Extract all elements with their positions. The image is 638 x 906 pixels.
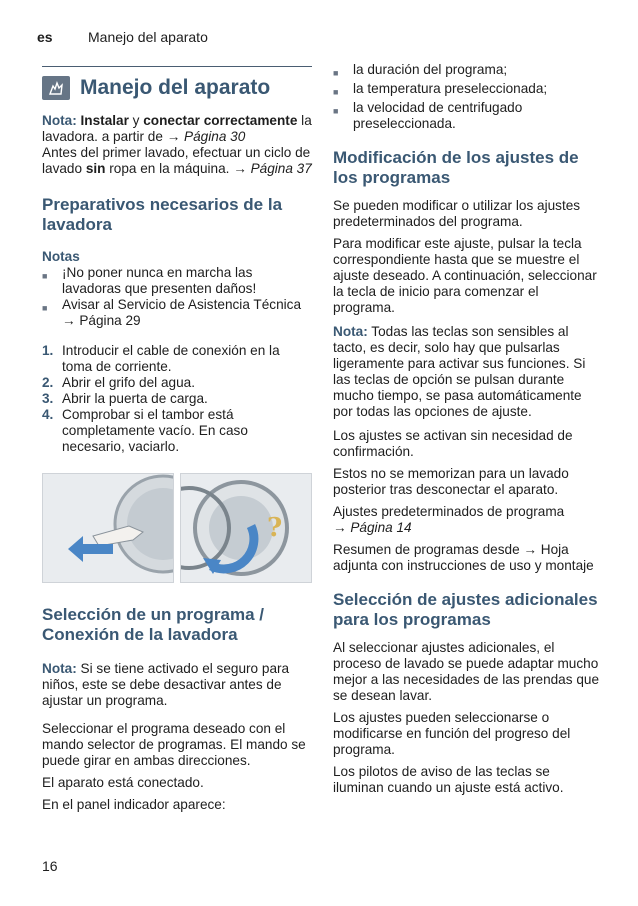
paragraph: Seleccionar el programa deseado con el mando selector de programas. El mando se puede girar en ambas direcciones.: [42, 721, 306, 768]
page-number: 16: [42, 858, 58, 874]
paragraph: Ajustes predeterminados de programa → Página 14: [333, 504, 565, 535]
hand-icon: [42, 76, 70, 100]
drum-check-illustration: [180, 473, 312, 583]
note-install: Nota: Instalar y conectar correctamente la lavadora. a partir de → Página 30 Antes del primer lavado, efectuar un ciclo de lavado sin ropa en la máquina. → Página 37: [42, 113, 312, 176]
additional-settings-heading: Selección de ajustes adicionales para los programas: [333, 590, 598, 629]
paragraph: Se pueden modificar o utilizar los ajustes predeterminados del programa.: [333, 198, 581, 229]
paragraph: Los ajustes se activan sin necesidad de confirmación.: [333, 428, 573, 459]
header-title: Manejo del aparato: [88, 29, 208, 45]
section-title: Manejo del aparato: [80, 76, 271, 99]
list-item: ■ la temperatura preseleccionada;: [333, 81, 548, 97]
paragraph: El aparato está conectado.: [42, 775, 204, 790]
door-open-illustration: [42, 473, 174, 583]
paragraph: Los ajustes pueden seleccionarse o modificarse en función del progreso del programa.: [333, 710, 571, 757]
list-item: ■ Avisar al Servicio de Asistencia Técnica → Página 29: [42, 297, 302, 328]
paragraph: En el panel indicador aparece:: [42, 797, 226, 812]
list-item: 2. Abrir el grifo del agua.: [42, 375, 195, 390]
header-language: es: [37, 29, 53, 45]
list-item: 1. Introducir el cable de conexión en la toma de corriente.: [42, 343, 280, 374]
selection-heading: Selección de un programa / Conexión de la lavadora: [42, 605, 265, 644]
modify-heading: Modificación de los ajustes de los programas: [333, 148, 579, 187]
left-column: [42, 62, 312, 813]
list-item: 3. Abrir la puerta de carga.: [42, 391, 208, 406]
list-item: ■ la velocidad de centrifugado preseleccionada.: [333, 100, 523, 131]
page-ref-link[interactable]: → Página 37: [233, 161, 312, 176]
steps-list: [42, 343, 312, 455]
paragraph: Estos no se memorizan para un lavado posterior tras desconectar el aparato.: [333, 466, 569, 497]
page-ref-link[interactable]: → Página 14: [333, 520, 412, 535]
paragraph: Para modificar este ajuste, pulsar la tecla correspondiente hasta que se muestre el ajuste deseado. A continuación, seleccionar la tecla de inicio para comenzar el programa.: [333, 236, 597, 315]
svg-text:?: ?: [267, 513, 283, 543]
notes-label: Notas: [42, 249, 80, 264]
note-touch-keys: Nota: Todas las teclas son sensibles al tacto, es decir, solo hay que pulsarlas ligeramente para activar sus funciones. Si las teclas de opción se pulsan durante mucho tiempo, se pasa automáticamente por todas las opciones de ajuste.: [333, 324, 586, 419]
illustration: [42, 473, 312, 583]
right-column: [333, 62, 601, 796]
section-heading: [42, 66, 312, 103]
page-ref-link[interactable]: → Página 30: [166, 129, 246, 144]
list-item: 4. Comprobar si el tambor está completamente vacío. En caso necesario, vaciarlo.: [42, 407, 248, 454]
note-child-lock: Nota: Si se tiene activado el seguro para niños, este se debe desactivar antes de ajustar un programa.: [42, 661, 290, 708]
prep-heading: Preparativos necesarios de la lavadora: [42, 195, 283, 234]
paragraph: Resumen de programas desde → Hoja adjunta con instrucciones de uso y montaje: [333, 542, 594, 573]
list-item: ■ ¡No poner nunca en marcha las lavadoras que presenten daños!: [42, 265, 257, 296]
paragraph: Los pilotos de aviso de las teclas se iluminan cuando un ajuste está activo.: [333, 764, 564, 795]
list-item: ■ la duración del programa;: [333, 62, 508, 78]
paragraph: Al seleccionar ajustes adicionales, el proceso de lavado se puede adaptar mucho mejor a las necesidades de las prendas que se desean lavar.: [333, 640, 600, 703]
